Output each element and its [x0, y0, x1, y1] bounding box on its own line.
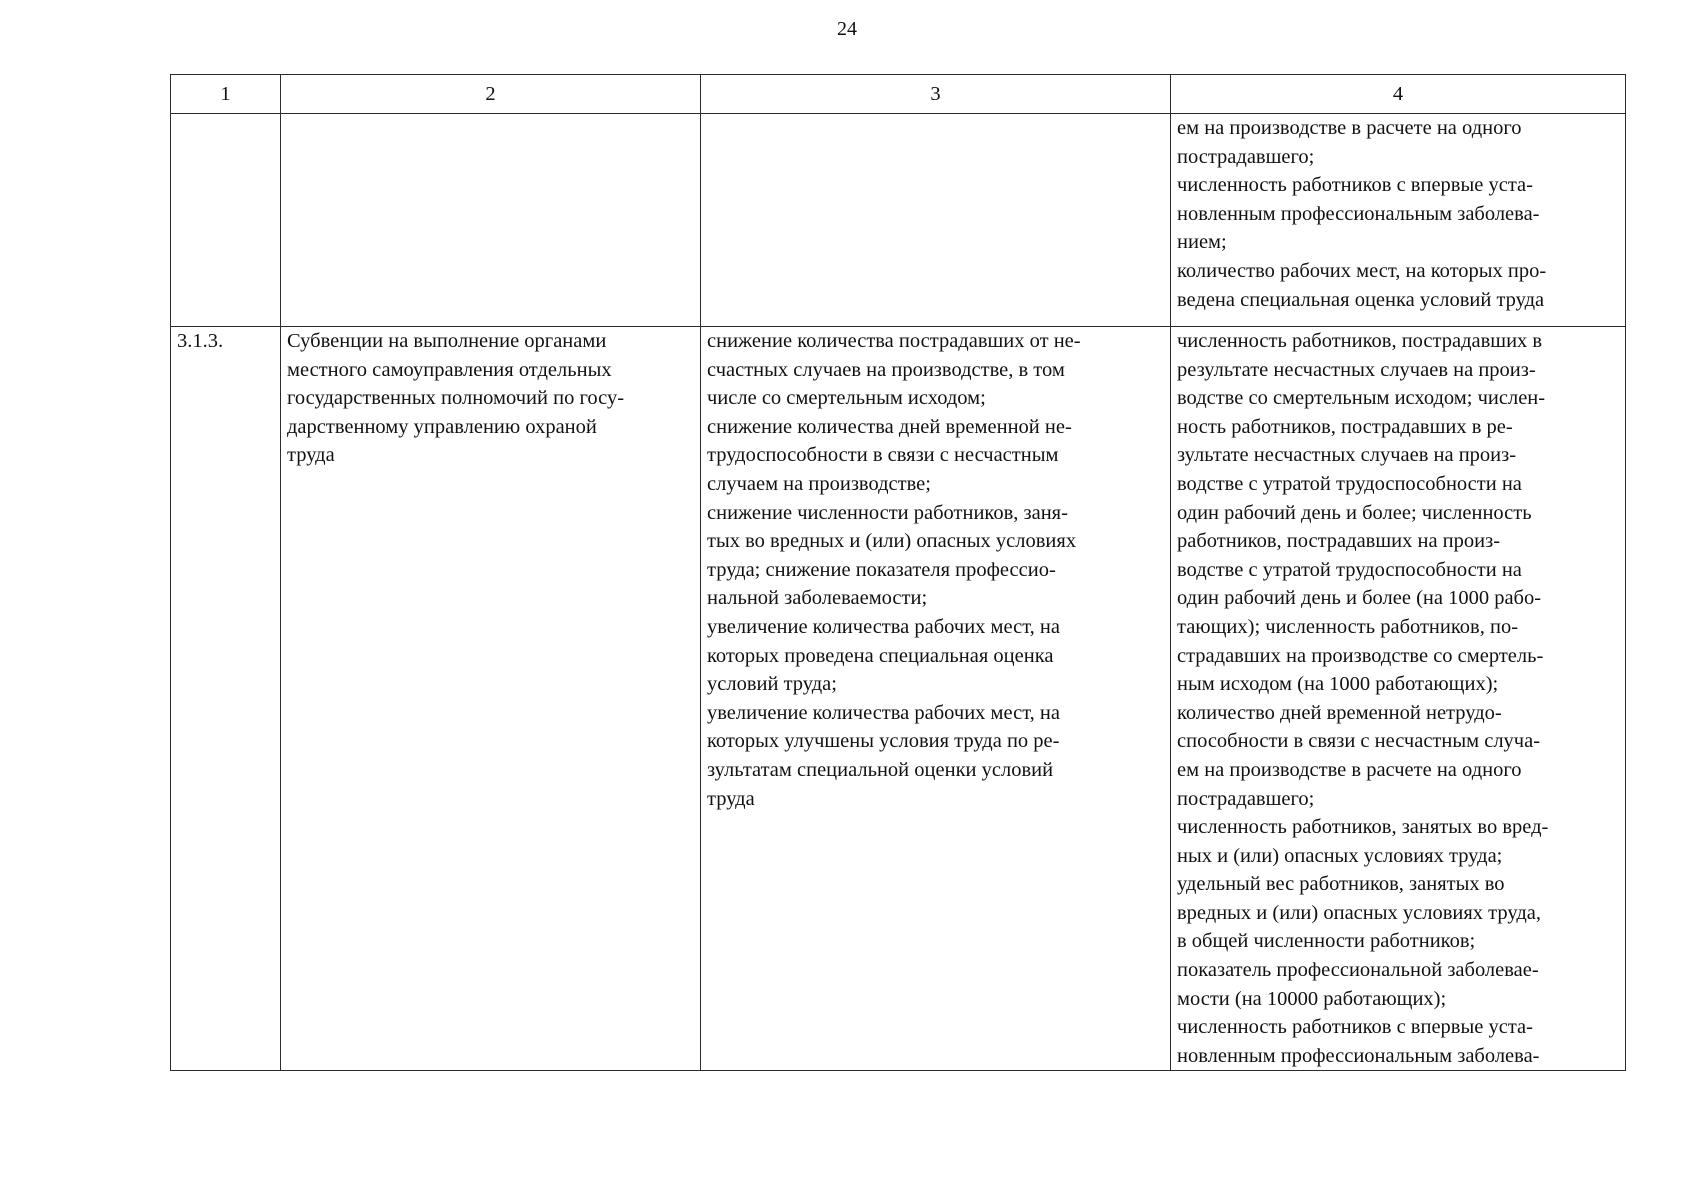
target-indicators-cell: [1171, 327, 1626, 1071]
column-header-3: 3: [701, 75, 1171, 114]
table-header-row: [171, 75, 1626, 114]
target-indicators: ем на производстве в расчете на одного пострадавшего; численность работников с впервые уста- новленным профессиональным заболева- нием; количество рабочих мест, на которых про- ведена специальная оценка условий труда: [1177, 117, 1547, 311]
page-number: 24: [837, 18, 857, 40]
row-number-cell: [171, 114, 281, 327]
target-indicators-cell: [1171, 114, 1626, 327]
row-number: 3.1.3.: [177, 330, 224, 352]
row-number-cell: [171, 327, 281, 1071]
expected-results: снижение количества пострадавших от не- счастных случаев на производстве, в том числе со смертельным исходом; снижение количества дней временной не- трудоспособности в связи с несчастным случаем на производстве; снижение численности работников, заня- тых во вредных и (или) опасных условиях труда; снижение показателя профессио- нальной заболеваемости; увеличение количества рабочих мест, на которых проведена специальная оценка условий труда; увеличение количества рабочих мест, на которых улучшены условия труда по ре- зультатам специальной оценки условий труда: [707, 330, 1081, 810]
table-row: [171, 327, 1626, 1071]
column-header-1: 1: [171, 75, 281, 114]
measure-name: Субвенции на выполнение органами местного самоуправления отдельных государственных полномочий по госу- дарственному управлению охраной труда: [287, 330, 625, 467]
indicators-table: [170, 74, 1626, 1071]
expected-results-cell: [701, 327, 1171, 1071]
measure-name-cell: [281, 114, 701, 327]
measure-name-cell: [281, 327, 701, 1071]
column-header-2: 2: [281, 75, 701, 114]
table-row: [171, 114, 1626, 327]
expected-results-cell: [701, 114, 1171, 327]
column-header-4: 4: [1171, 75, 1626, 114]
target-indicators: численность работников, пострадавших в результате несчастных случаев на произ- водстве со смертельным исходом; числен- ность работников, пострадавших в ре- зультате несчастных случаев на произ- водстве с утратой трудоспособности на один рабочий день и более; численность работников, пострадавших на произ- водстве с утратой трудоспособности на один рабочий день и более (на 1000 рабо- тающих); численность работников, по- страдавших на производстве со смертель- ным исходом (на 1000 работающих); количество дней временной нетрудо- способности в связи с несчастным случа- ем на производстве в расчете на одного пострадавшего; численность работников, занятых во вред- ных и (или) опасных условиях труда; удельный вес работников, занятых во вредных и (или) опасных условиях труда, в общей численности работников; показатель профессиональной заболевае- мости (на 10000 работающих); численность работников с впервые уста- новленным профессиональным заболева-: [1177, 330, 1549, 1067]
